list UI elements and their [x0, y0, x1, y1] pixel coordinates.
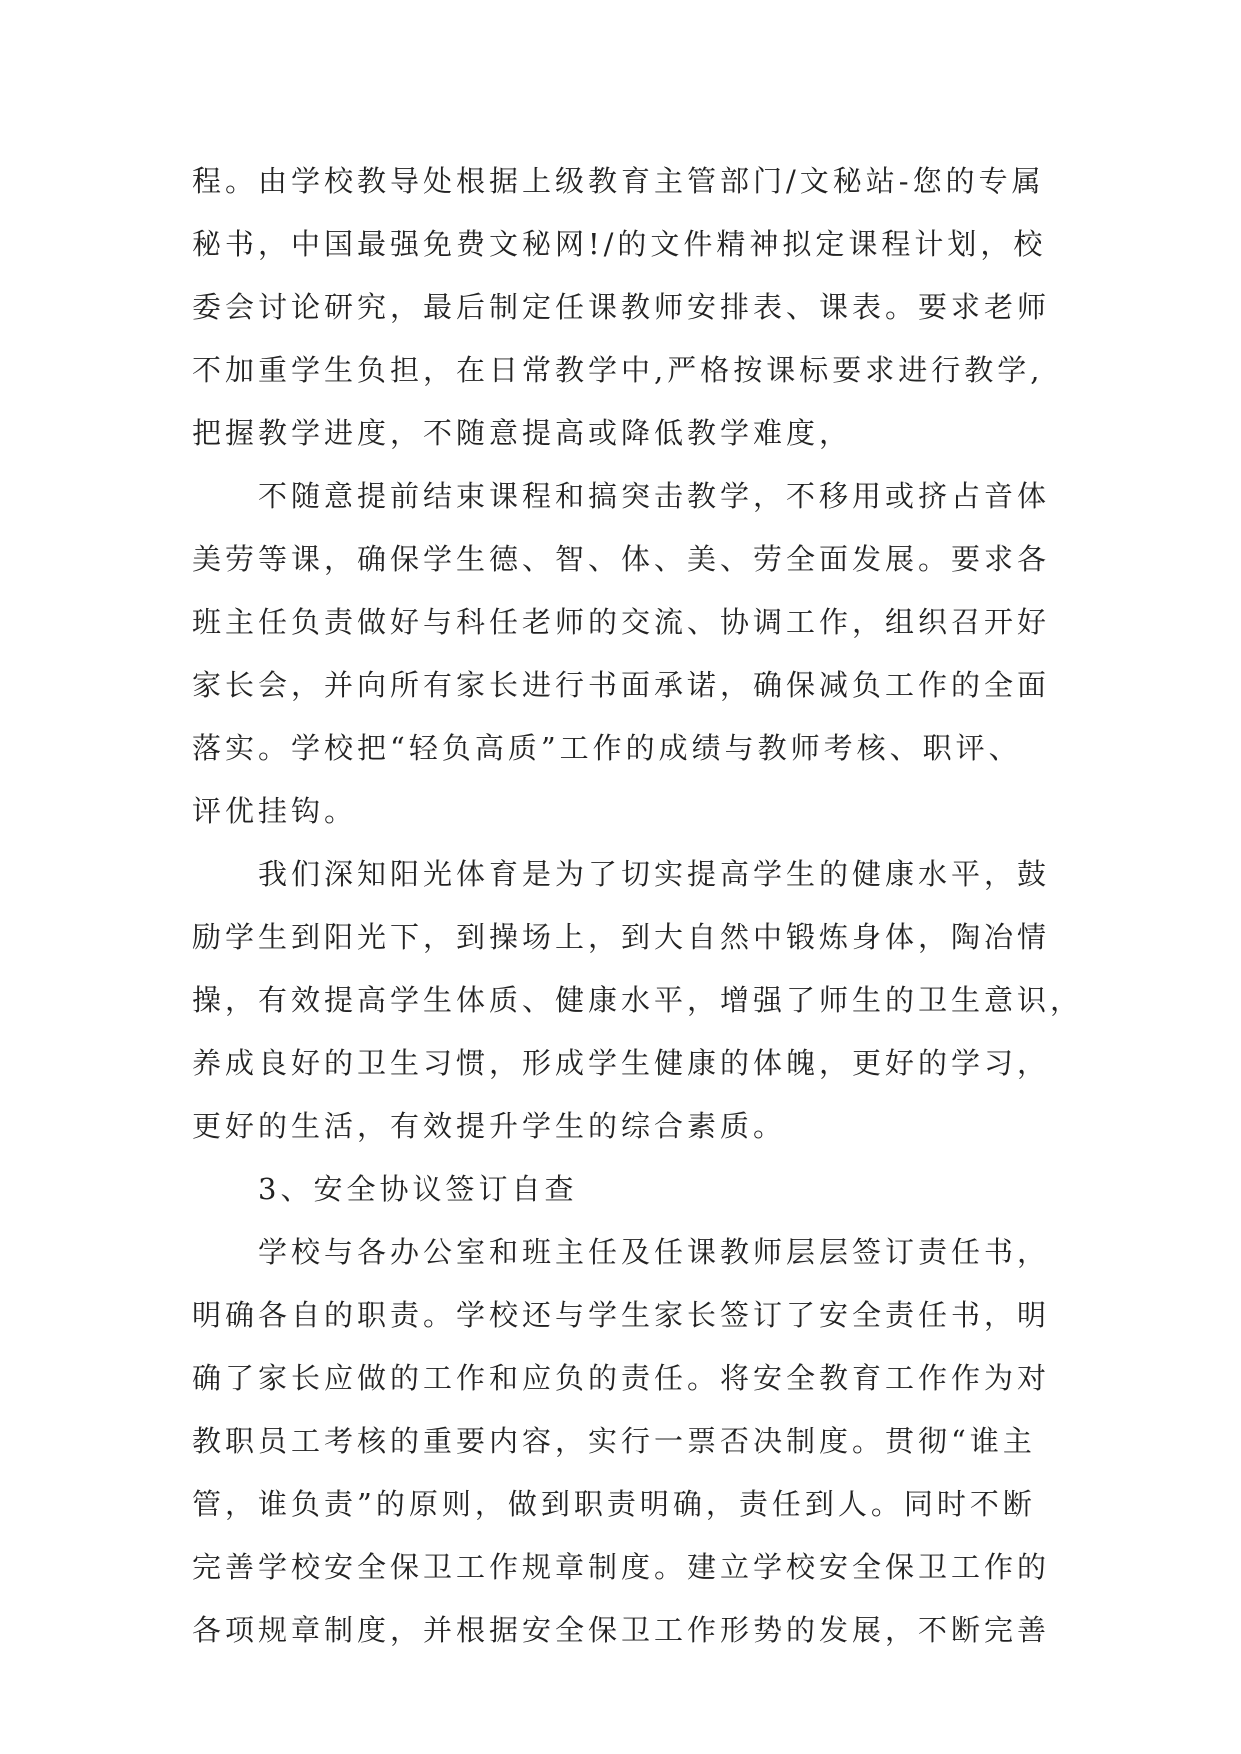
text-line-11: 评优挂钩。 — [192, 794, 358, 828]
text-line-4: 不加重学生负担，在日常教学中,严格按课标要求进行教学, — [192, 353, 1044, 387]
text-line-23: 完善学校安全保卫工作规章制度。建立学校安全保卫工作的 — [192, 1550, 1051, 1584]
text-line-13: 励学生到阳光下，到操场上，到大自然中锻炼身体，陶冶情 — [192, 920, 1051, 954]
text-line-14: 操，有效提高学生体质、健康水平，增强了师生的卫生意识， — [192, 983, 1084, 1017]
text-line-9: 家长会，并向所有家长进行书面承诺，确保减负工作的全面 — [192, 668, 1051, 702]
text-line-10: 落实。学校把“轻负高质”工作的成绩与教师考核、职评、 — [192, 731, 1022, 765]
text-line-2: 秘书，中国最强免费文秘网!/的文件精神拟定课程计划，校 — [192, 227, 1047, 261]
text-line-22: 管，谁负责”的原则，做到职责明确，责任到人。同时不断 — [192, 1487, 1036, 1521]
text-line-20: 确了家长应做的工作和应负的责任。将安全教育工作作为对 — [192, 1361, 1051, 1395]
text-line-3: 委会讨论研究，最后制定任课教师安排表、课表。要求老师 — [192, 290, 1051, 324]
text-line-16: 更好的生活，有效提升学生的综合素质。 — [192, 1109, 787, 1143]
text-line-7: 美劳等课，确保学生德、智、体、美、劳全面发展。要求各 — [192, 542, 1051, 576]
text-line-8: 班主任负责做好与科任老师的交流、协调工作，组织召开好 — [192, 605, 1051, 639]
text-line-6: 不随意提前结束课程和搞突击教学，不移用或挤占音体 — [258, 479, 1051, 513]
text-line-19: 明确各自的职责。学校还与学生家长签订了安全责任书，明 — [192, 1298, 1051, 1332]
text-line-12: 我们深知阳光体育是为了切实提高学生的健康水平，鼓 — [258, 857, 1051, 891]
text-line-21: 教职员工考核的重要内容，实行一票否决制度。贯彻“谁主 — [192, 1424, 1036, 1458]
document-body — [192, 150, 1084, 1662]
text-line-18: 学校与各办公室和班主任及任课教师层层签订责任书， — [258, 1235, 1051, 1269]
text-line-24: 各项规章制度，并根据安全保卫工作形势的发展，不断完善 — [192, 1613, 1051, 1647]
text-line-1: 程。由学校教导处根据上级教育主管部门/文秘站-您的专属 — [192, 164, 1045, 198]
text-line-15: 养成良好的卫生习惯，形成学生健康的体魄，更好的学习， — [192, 1046, 1051, 1080]
text-line-5: 把握教学进度，不随意提高或降低教学难度， — [192, 416, 853, 450]
section-heading: 3、安全协议签订自查 — [258, 1172, 578, 1206]
